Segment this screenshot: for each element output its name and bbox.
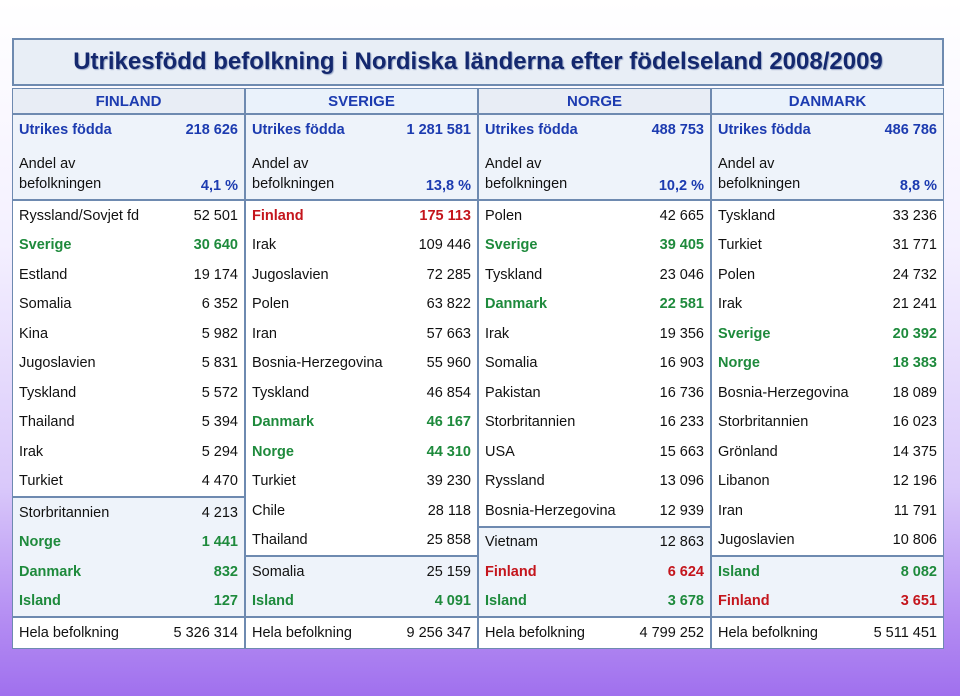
table-row <box>479 437 710 467</box>
country-value: 18 383 <box>892 355 937 372</box>
andel-label <box>485 154 567 194</box>
country-list-block <box>711 200 944 556</box>
country-value: 46 167 <box>426 414 471 431</box>
country-value: 19 174 <box>193 266 238 283</box>
country-name: Somalia <box>485 355 538 372</box>
country-name: Sverige <box>19 237 72 254</box>
country-list-block <box>245 200 478 556</box>
country-value: 30 640 <box>193 237 238 254</box>
country-name: Ryssland <box>485 473 545 490</box>
country-name: Libanon <box>718 473 770 490</box>
country-name: Pakistan <box>485 384 541 401</box>
country-name: Jugoslavien <box>718 532 795 549</box>
table-row <box>13 437 244 467</box>
country-name: Island <box>718 563 760 580</box>
country-name: Norge <box>718 355 760 372</box>
table-row <box>246 290 477 320</box>
table-row <box>13 587 244 617</box>
country-value: 14 375 <box>892 443 937 460</box>
andel-row <box>246 144 477 200</box>
country-table <box>12 88 944 640</box>
country-value: 23 046 <box>659 266 704 283</box>
country-name: Irak <box>485 325 510 342</box>
country-value: 10 806 <box>892 532 937 549</box>
country-value: 5 394 <box>201 414 238 431</box>
country-name: Irak <box>252 237 277 254</box>
country-name: Tyskland <box>19 384 77 401</box>
country-name: Vietnam <box>485 534 538 551</box>
country-name: Irak <box>718 296 743 313</box>
total-value: 4 799 252 <box>639 625 704 641</box>
country-column-finland <box>12 88 245 640</box>
utrikes-row <box>712 115 943 144</box>
country-name: Grönland <box>718 443 778 460</box>
country-value: 21 241 <box>892 296 937 313</box>
country-name: Bosnia-Herzegovina <box>485 502 616 519</box>
andel-label-line2: befolkningen <box>252 176 335 192</box>
table-row <box>479 528 710 558</box>
country-name: Turkiet <box>19 473 63 490</box>
table-row <box>479 496 710 526</box>
country-header: NORGE <box>478 88 711 114</box>
country-value: 52 501 <box>193 207 238 224</box>
total-value: 5 326 314 <box>173 625 238 641</box>
country-value: 16 023 <box>892 414 937 431</box>
country-column-norge <box>478 88 711 640</box>
utrikes-value: 488 753 <box>651 121 704 138</box>
country-value: 16 233 <box>659 414 704 431</box>
table-row <box>479 260 710 290</box>
table-row <box>13 349 244 379</box>
country-value: 1 441 <box>201 534 238 551</box>
country-name: Island <box>252 593 294 610</box>
total-row <box>711 617 944 649</box>
country-value: 33 236 <box>892 207 937 224</box>
country-value: 11 791 <box>893 502 937 519</box>
table-row <box>712 231 943 261</box>
country-value: 16 903 <box>659 355 704 372</box>
utrikes-label: Utrikes födda <box>485 121 578 138</box>
country-name: Finland <box>252 207 304 224</box>
table-row <box>479 408 710 438</box>
utrikes-value: 1 281 581 <box>406 121 471 138</box>
country-value: 15 663 <box>659 443 704 460</box>
country-name: Danmark <box>485 296 548 313</box>
country-name: Danmark <box>252 414 315 431</box>
table-row <box>13 231 244 261</box>
country-name: Tyskland <box>485 266 543 283</box>
total-row <box>478 617 711 649</box>
table-row <box>13 467 244 497</box>
table-row <box>246 319 477 349</box>
country-value: 39 405 <box>659 237 704 254</box>
country-name: Turkiet <box>252 473 296 490</box>
country-name: Jugoslavien <box>252 266 329 283</box>
country-name: Finland <box>485 563 537 580</box>
table-row <box>712 201 943 231</box>
summary-block <box>12 114 245 200</box>
table-row <box>246 231 477 261</box>
country-name: Polen <box>252 296 290 313</box>
title-box <box>12 38 944 86</box>
country-name: Thailand <box>19 414 75 431</box>
country-name: Island <box>19 593 61 610</box>
country-value: 832 <box>213 563 238 580</box>
country-value: 3 651 <box>900 593 937 610</box>
country-value: 63 822 <box>426 296 471 313</box>
country-value: 16 736 <box>659 384 704 401</box>
utrikes-value: 218 626 <box>185 121 238 138</box>
andel-row <box>13 144 244 200</box>
country-value: 55 960 <box>426 355 471 372</box>
table-row <box>13 378 244 408</box>
country-name: Kina <box>19 325 49 342</box>
table-row <box>13 319 244 349</box>
country-name: Storbritannien <box>485 414 576 431</box>
table-row <box>479 467 710 497</box>
table-row <box>479 349 710 379</box>
table-row <box>246 496 477 526</box>
table-row <box>13 290 244 320</box>
table-row <box>246 408 477 438</box>
total-value: 9 256 347 <box>406 625 471 641</box>
country-value: 19 356 <box>659 325 704 342</box>
country-value: 31 771 <box>892 237 937 254</box>
utrikes-value: 486 786 <box>884 121 937 138</box>
country-value: 5 294 <box>201 443 238 460</box>
country-name: Polen <box>718 266 756 283</box>
summary-block <box>245 114 478 200</box>
table-row <box>479 587 710 617</box>
country-name: Somalia <box>252 563 305 580</box>
country-value: 5 831 <box>201 355 238 372</box>
summary-block <box>711 114 944 200</box>
country-header: DANMARK <box>711 88 944 114</box>
country-value: 4 213 <box>201 504 238 521</box>
andel-label <box>718 154 800 194</box>
country-name: Sverige <box>485 237 538 254</box>
andel-label-line1: Andel av <box>19 156 76 172</box>
andel-value: 4,1 % <box>200 178 238 194</box>
andel-label-line1: Andel av <box>252 156 309 172</box>
table-row <box>479 557 710 587</box>
country-value: 42 665 <box>659 207 704 224</box>
country-name: Finland <box>718 593 770 610</box>
country-value: 46 854 <box>426 384 471 401</box>
table-row <box>246 526 477 556</box>
country-value: 20 392 <box>892 325 937 342</box>
country-value: 6 624 <box>667 563 704 580</box>
total-value: 5 511 451 <box>873 625 937 641</box>
andel-label <box>19 154 101 194</box>
table-row <box>712 378 943 408</box>
table-row <box>712 408 943 438</box>
table-row <box>479 378 710 408</box>
country-name: Tyskland <box>252 384 310 401</box>
andel-value: 8,8 % <box>899 178 937 194</box>
table-row <box>13 201 244 231</box>
page-title: Utrikesfödd befolkning i Nordiska länderna efter födelseland 2008/2009 <box>73 48 883 75</box>
andel-label <box>252 154 334 194</box>
total-label: Hela befolkning <box>485 625 585 641</box>
total-row <box>245 617 478 649</box>
country-column-sverige <box>245 88 478 640</box>
country-name: Bosnia-Herzegovina <box>252 355 383 372</box>
country-list-block <box>12 497 245 617</box>
table-row <box>13 557 244 587</box>
country-name: Iran <box>252 325 277 342</box>
table-row <box>246 587 477 617</box>
andel-label-line2: befolkningen <box>485 176 568 192</box>
andel-label-line2: befolkningen <box>718 176 801 192</box>
table-row <box>712 319 943 349</box>
table-row <box>246 378 477 408</box>
country-name: Bosnia-Herzegovina <box>718 384 849 401</box>
country-list-block <box>711 556 944 617</box>
andel-row <box>712 144 943 200</box>
country-list-block <box>478 527 711 618</box>
country-value: 24 732 <box>892 266 937 283</box>
country-value: 25 858 <box>426 532 471 549</box>
country-name: Chile <box>252 502 286 519</box>
country-name: Estland <box>19 266 68 283</box>
total-label: Hela befolkning <box>252 625 352 641</box>
summary-block <box>478 114 711 200</box>
table-row <box>712 467 943 497</box>
country-header: FINLAND <box>12 88 245 114</box>
country-list-block <box>245 556 478 617</box>
andel-row <box>479 144 710 200</box>
utrikes-row <box>13 115 244 144</box>
country-list-block <box>12 200 245 497</box>
country-value: 28 118 <box>427 502 471 519</box>
table-row <box>246 557 477 587</box>
utrikes-row <box>246 115 477 144</box>
country-value: 72 285 <box>426 266 471 283</box>
table-row <box>246 260 477 290</box>
table-row <box>479 231 710 261</box>
utrikes-row <box>479 115 710 144</box>
country-value: 4 470 <box>201 473 238 490</box>
country-name: Norge <box>252 443 294 460</box>
country-value: 22 581 <box>659 296 704 313</box>
country-name: Polen <box>485 207 523 224</box>
country-name: USA <box>485 443 515 460</box>
utrikes-label: Utrikes födda <box>252 121 345 138</box>
utrikes-label: Utrikes födda <box>19 121 112 138</box>
country-value: 8 082 <box>900 563 937 580</box>
table-row <box>246 467 477 497</box>
total-row <box>12 617 245 649</box>
country-name: Somalia <box>19 296 72 313</box>
country-value: 12 939 <box>659 502 704 519</box>
country-name: Thailand <box>252 532 308 549</box>
country-name: Storbritannien <box>19 504 110 521</box>
country-value: 5 572 <box>201 384 238 401</box>
country-name: Turkiet <box>718 237 762 254</box>
country-value: 4 091 <box>434 593 471 610</box>
andel-label-line2: befolkningen <box>19 176 102 192</box>
table-row <box>712 290 943 320</box>
country-value: 5 982 <box>201 325 238 342</box>
table-row <box>246 437 477 467</box>
country-name: Iran <box>718 502 743 519</box>
country-value: 109 446 <box>418 237 471 254</box>
table-row <box>712 557 943 587</box>
country-value: 3 678 <box>667 593 704 610</box>
andel-label-line1: Andel av <box>718 156 775 172</box>
total-label: Hela befolkning <box>718 625 818 641</box>
country-value: 18 089 <box>892 384 937 401</box>
table-row <box>712 260 943 290</box>
country-value: 44 310 <box>426 443 471 460</box>
table-row <box>712 587 943 617</box>
country-value: 127 <box>213 593 238 610</box>
total-label: Hela befolkning <box>19 625 119 641</box>
country-value: 39 230 <box>426 473 471 490</box>
country-value: 6 352 <box>201 296 238 313</box>
country-name: Norge <box>19 534 61 551</box>
table-row <box>246 349 477 379</box>
country-value: 13 096 <box>659 473 704 490</box>
country-column-danmark <box>711 88 944 640</box>
andel-value: 10,2 % <box>658 178 704 194</box>
country-value: 12 863 <box>659 534 704 551</box>
andel-label-line1: Andel av <box>485 156 542 172</box>
country-name: Danmark <box>19 563 82 580</box>
table-row <box>479 319 710 349</box>
utrikes-label: Utrikes födda <box>718 121 811 138</box>
country-name: Ryssland/Sovjet fd <box>19 207 140 224</box>
country-name: Storbritannien <box>718 414 809 431</box>
country-header: SVERIGE <box>245 88 478 114</box>
table-row <box>712 496 943 526</box>
country-value: 12 196 <box>892 473 937 490</box>
table-row <box>13 260 244 290</box>
country-name: Jugoslavien <box>19 355 96 372</box>
table-row <box>712 349 943 379</box>
table-row <box>13 498 244 528</box>
country-list-block <box>478 200 711 527</box>
country-name: Island <box>485 593 527 610</box>
country-value: 175 113 <box>419 207 471 224</box>
country-name: Sverige <box>718 325 771 342</box>
country-name: Tyskland <box>718 207 776 224</box>
table-row <box>712 437 943 467</box>
table-row <box>479 201 710 231</box>
table-row <box>479 290 710 320</box>
table-row <box>13 528 244 558</box>
table-row <box>712 526 943 556</box>
country-name: Irak <box>19 443 44 460</box>
country-value: 57 663 <box>426 325 471 342</box>
table-row <box>13 408 244 438</box>
table-row <box>246 201 477 231</box>
country-value: 25 159 <box>426 563 471 580</box>
andel-value: 13,8 % <box>425 178 471 194</box>
